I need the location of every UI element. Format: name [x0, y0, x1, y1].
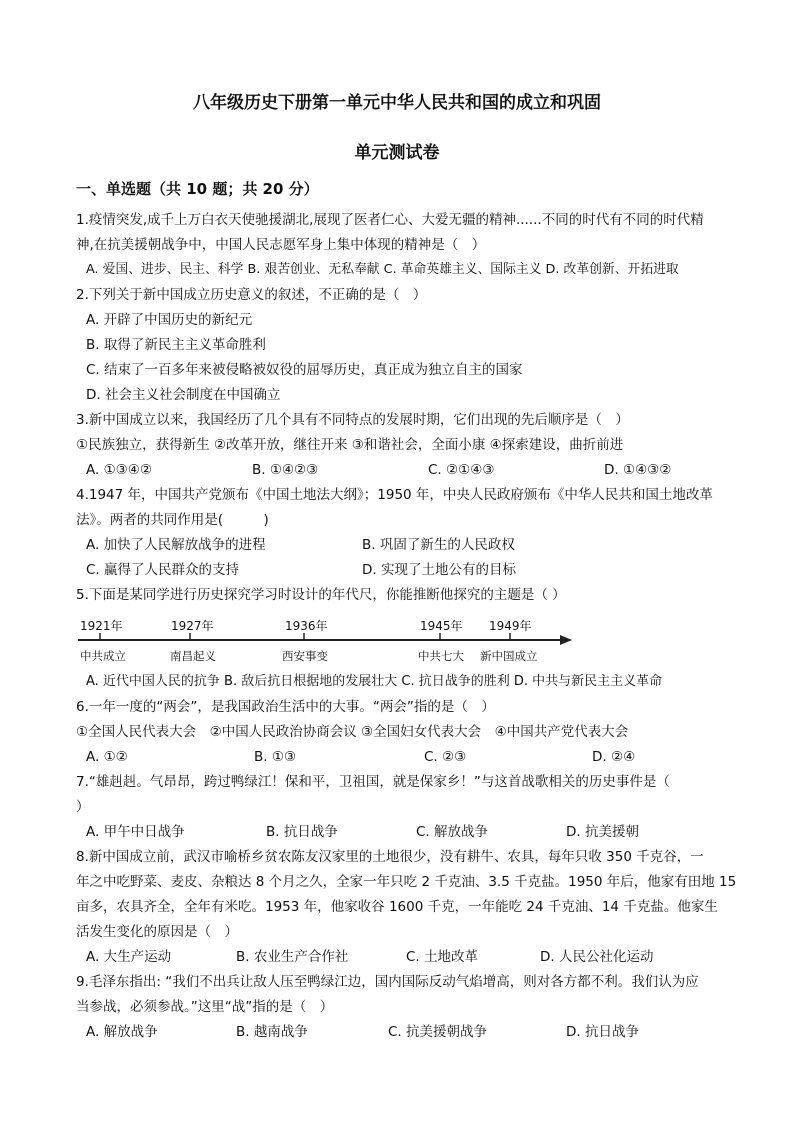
timeline-year-1945: 1945年	[420, 619, 463, 633]
question-4-line-1: 4.1947 年，中国共产党颁布《中国土地法大纲》；1950 年，中央人民政府颁布《中华人民共和国土地改革	[76, 487, 713, 503]
question-6-stem: 6.一年一度的“两会”，是我国政治生活中的大事。“两会”指的是（ ）	[76, 699, 495, 715]
question-7-line-2: ）	[76, 799, 90, 815]
question-2-stem: 2.下列关于新中国成立历史意义的叙述，不正确的是（ ）	[76, 287, 427, 303]
question-4-option-d: D. 实现了土地公有的目标	[362, 562, 516, 578]
question-9-option-b: B. 越南战争	[236, 1024, 308, 1040]
question-8-line-1: 8.新中国成立前，武汉市喻桥乡贫农陈友汉家里的土地很少，没有耕牛、农具，每年只收 350 千克谷，一	[76, 849, 704, 865]
timeline-event-1945: 中共七大	[418, 649, 464, 663]
question-4-option-c: C. 赢得了人民群众的支持	[86, 562, 240, 578]
exam-title: 八年级历史下册第一单元中华人民共和国的成立和巩固	[193, 93, 601, 113]
question-3-option-b: B. ①④②③	[252, 462, 319, 478]
question-3-option-a: A. ①③④②	[86, 462, 152, 478]
question-6-option-a: A. ①②	[86, 749, 128, 765]
timeline-event-1936: 西安事变	[282, 649, 328, 663]
question-9-line-1: 9.毛泽东指出: “我们不出兵让敌人压至鸭绿江边，国内国际反动气焰增高，则对各方都不利。我们认为应	[76, 974, 699, 990]
question-2-option-d: D. 社会主义社会制度在中国确立	[86, 387, 281, 403]
timeline	[0, 612, 794, 668]
question-1-line-1: 1.疫情突发,成千上万白衣天使驰援湖北,展现了医者仁心、大爱无疆的精神......不同的时代有不同的时代精	[76, 212, 704, 228]
question-7-option-c: C. 解放战争	[416, 824, 489, 840]
question-2-option-b: B. 取得了新民主主义革命胜利	[86, 337, 266, 353]
question-4-line-2: 法》。两者的共同作用是( )	[76, 512, 269, 528]
timeline-event-1949: 新中国成立	[480, 649, 538, 663]
question-6-option-c: C. ②③	[424, 749, 467, 765]
exam-subtitle: 单元测试卷	[354, 143, 440, 163]
question-8-line-2: 年之中吃野菜、麦皮、杂粮达 8 个月之久，全家一年只吃 2 千克油、3.5 千克盐。1950 年后，他家有田地 15	[76, 874, 737, 890]
question-6-option-b: B. ①③	[254, 749, 297, 765]
question-8-option-b: B. 农业生产合作社	[236, 949, 349, 965]
question-2-option-c: C. 结束了一百多年来被侵略被奴役的屈辱历史，真正成为独立自主的国家	[86, 362, 523, 378]
timeline-year-1949: 1949年	[489, 619, 532, 633]
timeline-year-1927: 1927年	[171, 619, 214, 633]
question-3-items: ①民族独立，获得新生 ②改革开放，继往开来 ③和谐社会，全面小康 ④探索建设，曲折前进	[76, 437, 624, 453]
question-7-line-1: 7.“雄赳赳。气昂昂，跨过鸭绿江！保和平，卫祖国，就是保家乡！”与这首战歌相关的历史事件是（	[76, 774, 670, 790]
timeline-year-1921: 1921年	[80, 619, 123, 633]
question-7-option-b: B. 抗日战争	[266, 824, 338, 840]
question-4-option-b: B. 巩固了新生的人民政权	[362, 537, 515, 553]
question-7-option-d: D. 抗美援朝	[566, 824, 639, 840]
question-1-line-2: 神,在抗美援朝战争中，中国人民志愿军身上集中体现的精神是（ ）	[76, 237, 486, 253]
question-9-option-a: A. 解放战争	[86, 1024, 158, 1040]
question-8-option-c: C. 土地改革	[406, 949, 479, 965]
question-5-options: A. 近代中国人民的抗争 B. 敌后抗日根据地的发展壮大 C. 抗日战争的胜利 D. 中共与新民主主义革命	[86, 674, 663, 689]
question-9-line-2: 当参战，必须参战。”这里“战”指的是（ ）	[76, 999, 334, 1015]
question-6-items: ①全国人民代表大会 ②中国人民政治协商会议 ③全国妇女代表大会 ④中国共产党代表大会	[76, 724, 629, 740]
question-3-stem: 3.新中国成立以来，我国经历了几个具有不同特点的发展时期，它们出现的先后顺序是（ ）	[76, 412, 629, 428]
question-4-option-a: A. 加快了人民解放战争的进程	[86, 537, 266, 553]
question-6-option-d: D. ②④	[592, 749, 636, 765]
question-8-option-d: D. 人民公社化运动	[540, 949, 654, 965]
section-heading: 一、单选题（共 10 题；共 20 分）	[76, 180, 319, 198]
timeline-year-1936: 1936年	[285, 619, 328, 633]
timeline-event-1927: 南昌起义	[170, 649, 216, 663]
question-7-option-a: A. 甲午中日战争	[86, 824, 185, 840]
question-8-option-a: A. 大生产运动	[86, 949, 172, 965]
question-9-option-d: D. 抗日战争	[566, 1024, 639, 1040]
question-8-line-3: 亩多，农具齐全，全年有米吃。1953 年，他家收谷 1600 千克，一年能吃 24 千克油、14 千克盐。他家生	[76, 899, 718, 915]
question-5-stem: 5.下面是某同学进行历史探究学习时设计的年代尺，你能推断他探究的主题是（ ）	[76, 587, 566, 603]
question-1-options: A. 爱国、进步、民主、科学 B. 艰苦创业、无私奉献 C. 革命英雄主义、国际主义 D. 改革创新、开拓进取	[86, 262, 679, 277]
question-3-option-d: D. ①④③②	[604, 462, 672, 478]
question-2-option-a: A. 开辟了中国历史的新纪元	[86, 312, 253, 328]
question-3-option-c: C. ②①④③	[428, 462, 495, 478]
timeline-event-1921: 中共成立	[80, 649, 126, 663]
question-8-line-4: 活发生变化的原因是（ ）	[76, 924, 238, 940]
question-9-option-c: C. 抗美援朝战争	[388, 1024, 488, 1040]
